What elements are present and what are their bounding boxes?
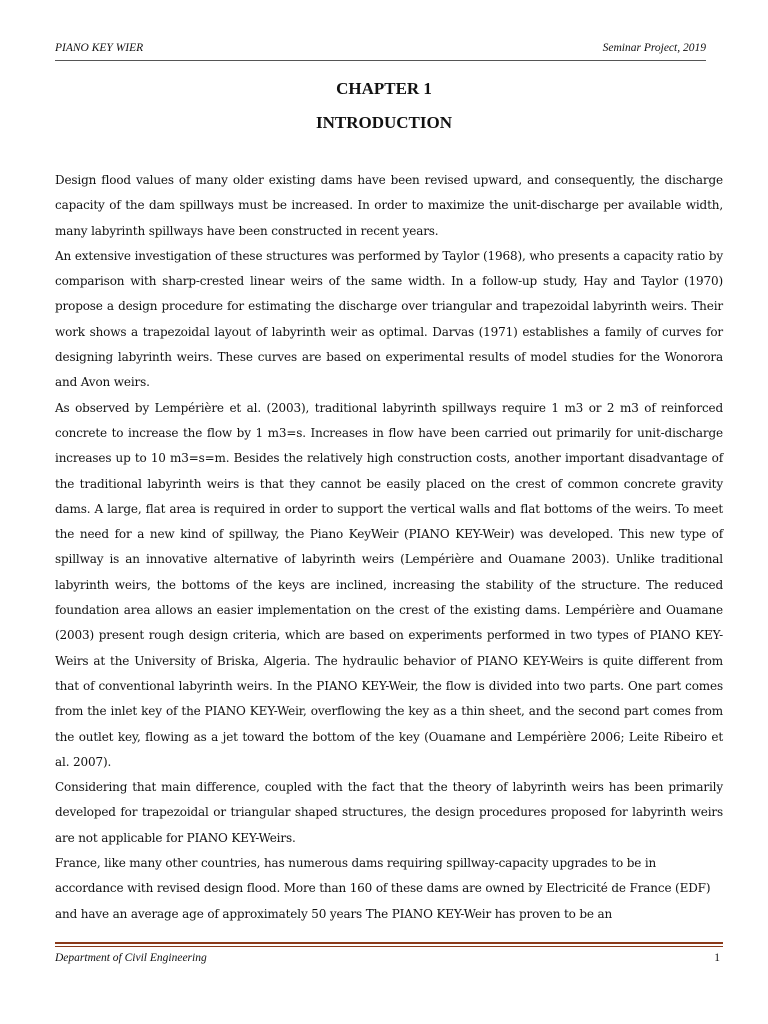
paragraph: Considering that main difference, coupled with the fact that the theory of labyrinth weirs has been primarily developed for trapezoidal or triangular shaped structures, the design procedures proposed for labyrinth weirs are not applicable for PIANO KEY-Weirs.: [55, 780, 723, 845]
running-header: [55, 42, 706, 54]
header-title: PIANO KEY WIER: [55, 42, 144, 54]
header-project: Seminar Project, 2019: [602, 42, 706, 54]
chapter-title: INTRODUCTION: [315, 113, 453, 132]
chapter-number: CHAPTER 1: [336, 79, 432, 98]
running-footer: [55, 952, 720, 964]
footer-rule-thin: [55, 946, 723, 947]
body-text: [55, 168, 723, 927]
paragraph: Design flood values of many older existing dams have been revised upward, and consequently, the discharge capacity of the dam spillways must be increased. In order to maximize the unit-discharge per available width, many labyrinth spillways have been constructed in recent years.: [55, 173, 723, 238]
paragraph: As observed by Lempérière et al. (2003), traditional labyrinth spillways require 1 m3 or 2 m3 of reinforced concrete to increase the flow by 1 m3=s. Increases in flow have been carried out primarily for unit-discharge increases up to 10 m3=s=m. Besides the relatively high construction costs, another important disadvantage of the traditional labyrinth weirs is that they cannot be easily placed on the crest of common concrete gravity dams. A large, flat area is required in order to support the vertical walls and flat bottoms of the weirs. To meet the need for a new kind of spillway, the Piano KeyWeir (PIANO KEY-Weir) was developed. This new type of spillway is an innovative alternative of labyrinth weirs (Lempérière and Ouamane 2003). Unlike traditional labyrinth weirs, the bottoms of the keys are inclined, increasing the stability of the structure. The reduced foundation area allows an easier implementation on the crest of the existing dams. Lempérière and Ouamane (2003) present rough design criteria, which are based on experiments performed in two types of PIANO KEY-Weirs at the University of Briska, Algeria. The hydraulic behavior of PIANO KEY-Weirs is quite different from that of conventional labyrinth weirs. In the PIANO KEY-Weir, the flow is divided into two parts. One part comes from the inlet key of the PIANO KEY-Weir, overflowing the key as a thin sheet, and the second part comes from the outlet key, flowing as a jet toward the bottom of the key (Ouamane and Lempérière 2006; Leite Ribeiro et al. 2007).: [55, 400, 723, 769]
header-rule: [55, 60, 706, 61]
page-number: 1: [714, 952, 720, 964]
paragraph: France, like many other countries, has numerous dams requiring spillway-capacity upgrades to be in accordance with revised design flood. More than 160 of these dams are owned by Electricité de France (EDF) and have an average age of approximately 50 years The PIANO KEY-Weir has proven to be an: [55, 856, 711, 921]
footer-department: Department of Civil Engineering: [55, 952, 207, 964]
paragraph: An extensive investigation of these structures was performed by Taylor (1968), who presents a capacity ratio by comparison with sharp-crested linear weirs of the same width. In a follow-up study, Hay and Taylor (1970) propose a design procedure for estimating the discharge over triangular and trapezoidal labyrinth weirs. Their work shows a trapezoidal layout of labyrinth weir as optimal. Darvas (1971) establishes a family of curves for designing labyrinth weirs. These curves are based on experimental results of model studies for the Wonorora and Avon weirs.: [55, 248, 723, 390]
footer-rule-thick: [55, 942, 723, 944]
